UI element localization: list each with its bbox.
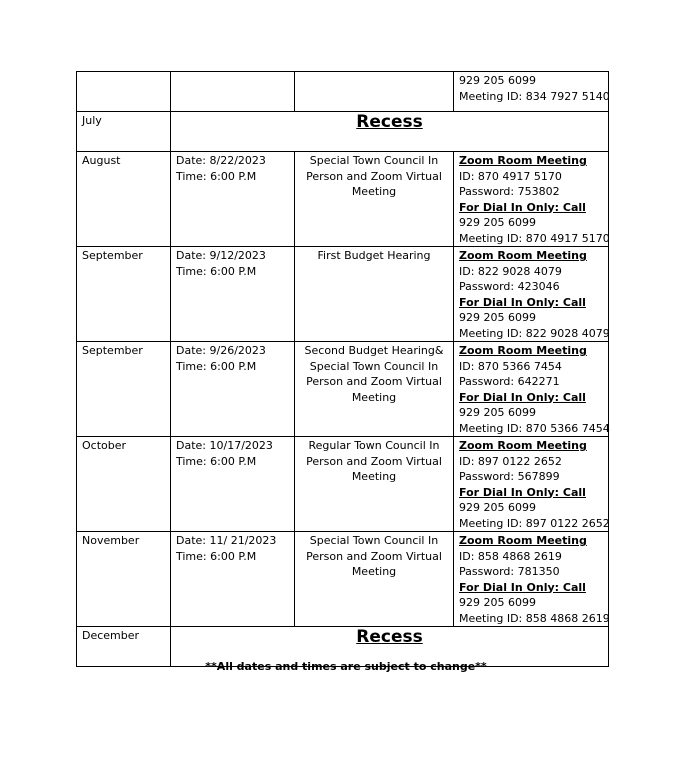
meeting-date: Date: 9/12/2023 (176, 249, 266, 262)
recess-label: Recess (356, 112, 423, 132)
meeting-time: Time: 6:00 P.M (176, 264, 257, 278)
zoom-id: ID: 870 4917 5170 (459, 169, 562, 183)
meeting-type-cell (295, 437, 454, 532)
date-cell (171, 72, 295, 112)
month-cell: December (77, 627, 171, 667)
month-cell: November (77, 532, 171, 627)
zoom-id: ID: 870 5366 7454 (459, 359, 562, 373)
meeting-type-cell (295, 247, 454, 342)
meeting-type-cell (295, 532, 454, 627)
dial-number: 929 205 6099 (459, 311, 536, 324)
table-row (77, 437, 609, 532)
table-row (77, 342, 609, 437)
zoom-room-title: Zoom Room Meeting (459, 534, 587, 547)
meeting-id: Meeting ID: 858 4868 2619 (459, 611, 610, 625)
month-cell: July (77, 112, 171, 152)
month-cell: October (77, 437, 171, 532)
meeting-schedule-table (76, 71, 609, 667)
recess-cell (171, 112, 609, 152)
zoom-info-cell (454, 247, 609, 342)
meeting-date: Date: 8/22/2023 (176, 154, 266, 167)
meeting-id: Meeting ID: 822 9028 4079 (459, 326, 610, 340)
zoom-info-cell (454, 532, 609, 627)
dial-number: 929 205 6099 (459, 406, 536, 419)
table-row (77, 247, 609, 342)
date-cell (171, 342, 295, 437)
dial-number: 929 205 6099 (459, 501, 536, 514)
zoom-password: Password: 423046 (459, 280, 560, 293)
meeting-date: Date: 10/17/2023 (176, 439, 273, 452)
zoom-id: ID: 822 9028 4079 (459, 264, 562, 278)
meeting-type: First Budget Hearing (317, 249, 431, 262)
meeting-type: Special Town Council In Person and Zoom Virtual Meeting (306, 154, 442, 198)
zoom-room-title: Zoom Room Meeting (459, 344, 587, 357)
meeting-type: Special Town Council In Person and Zoom Virtual Meeting (306, 534, 442, 578)
dial-in-title: For Dial In Only: Call (459, 390, 586, 404)
meeting-date: Date: 9/26/2023 (176, 344, 266, 357)
dial-number: 929 205 6099 (459, 74, 536, 87)
meeting-id: Meeting ID: 870 4917 5170 (459, 231, 610, 245)
date-cell (171, 247, 295, 342)
zoom-password: Password: 567899 (459, 470, 560, 483)
dial-number: 929 205 6099 (459, 596, 536, 609)
meeting-time: Time: 6:00 P.M (176, 169, 257, 183)
dial-in-title: For Dial In Only: Call (459, 295, 586, 309)
zoom-password: Password: 753802 (459, 185, 560, 198)
table-row (77, 532, 609, 627)
meeting-date: Date: 11/ 21/2023 (176, 534, 277, 547)
zoom-id: ID: 897 0122 2652 (459, 454, 562, 468)
date-cell (171, 532, 295, 627)
meeting-id: Meeting ID: 834 7927 5140 (459, 89, 610, 103)
zoom-info-cell (454, 72, 609, 112)
dial-number: 929 205 6099 (459, 216, 536, 229)
table-row (77, 152, 609, 247)
meeting-type-cell (295, 342, 454, 437)
meeting-time: Time: 6:00 P.M (176, 454, 257, 468)
zoom-room-title: Zoom Room Meeting (459, 439, 587, 452)
meeting-id: Meeting ID: 897 0122 2652 (459, 516, 610, 530)
zoom-info-cell (454, 342, 609, 437)
meeting-type-cell (295, 72, 454, 112)
zoom-info-cell (454, 152, 609, 247)
meeting-type: Regular Town Council In Person and Zoom Virtual Meeting (306, 439, 442, 483)
zoom-info-cell (454, 437, 609, 532)
dial-in-title: For Dial In Only: Call (459, 200, 586, 214)
meeting-time: Time: 6:00 P.M (176, 549, 257, 563)
table-row (77, 112, 609, 152)
meeting-time: Time: 6:00 P.M (176, 359, 257, 373)
zoom-password: Password: 642271 (459, 375, 560, 388)
date-cell (171, 437, 295, 532)
meeting-type: Second Budget Hearing& Special Town Council In Person and Zoom Virtual Meeting (304, 344, 444, 404)
zoom-room-title: Zoom Room Meeting (459, 154, 587, 167)
table-row (77, 72, 609, 112)
zoom-password: Password: 781350 (459, 565, 560, 578)
month-cell: August (77, 152, 171, 247)
month-cell: September (77, 247, 171, 342)
meeting-type-cell (295, 152, 454, 247)
dial-in-title: For Dial In Only: Call (459, 485, 586, 499)
footnote: **All dates and times are subject to change** (205, 660, 487, 673)
dial-in-title: For Dial In Only: Call (459, 580, 586, 594)
meeting-id: Meeting ID: 870 5366 7454 (459, 421, 610, 435)
recess-label: Recess (356, 627, 423, 647)
zoom-room-title: Zoom Room Meeting (459, 249, 587, 262)
month-cell: September (77, 342, 171, 437)
zoom-id: ID: 858 4868 2619 (459, 549, 562, 563)
date-cell (171, 152, 295, 247)
month-cell (77, 72, 171, 112)
